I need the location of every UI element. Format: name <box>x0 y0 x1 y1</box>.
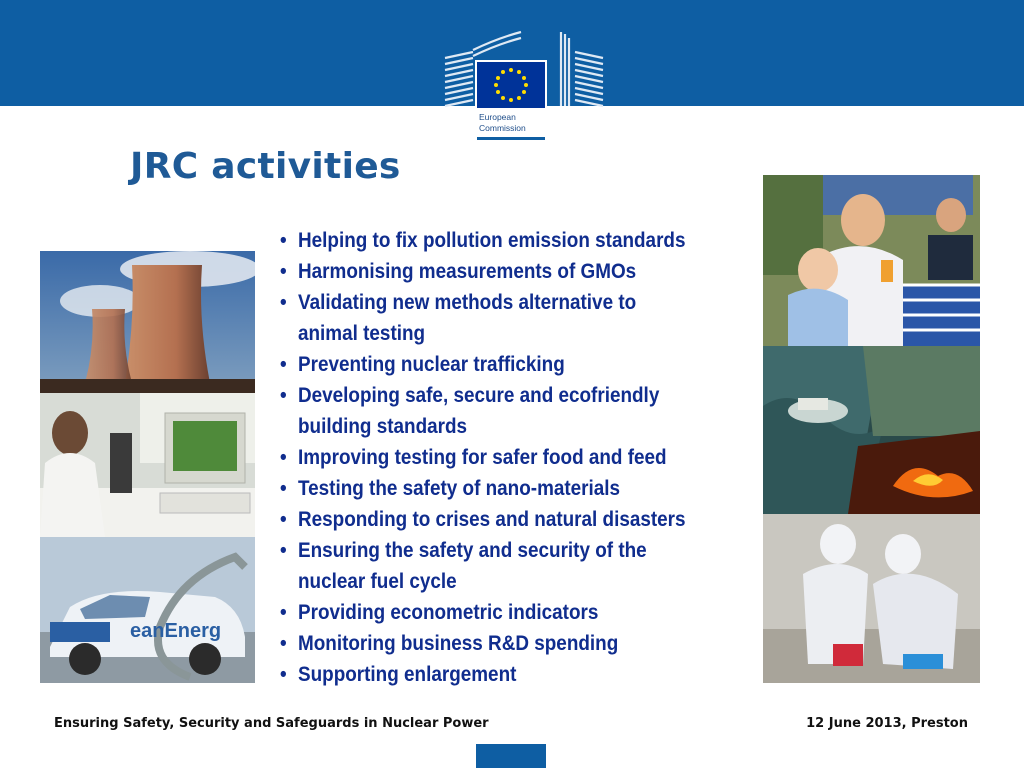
clean-energy-car-photo <box>40 537 255 683</box>
bullet-item: • Responding to crises and natural disasters <box>280 504 703 535</box>
european-commission-logo <box>443 30 605 142</box>
bullet-item: • Improving testing for safer food and feed <box>280 442 703 473</box>
bullet-item: • Testing the safety of nano-materials <box>280 473 703 504</box>
car-brand-text: eanEnerg <box>130 620 222 642</box>
bullet-item: • Helping to fix pollution emission standards <box>280 225 703 256</box>
family-meal-photo <box>763 175 980 346</box>
slide-title: JRC activities <box>130 146 401 187</box>
footer-accent-bar <box>476 744 546 768</box>
bullet-item: • Developing safe, secure and ecofriendly building standards <box>280 380 703 442</box>
activities-list <box>280 225 750 690</box>
bullet-item: • Providing econometric indicators <box>280 597 703 628</box>
protective-suits-photo <box>763 514 980 683</box>
bullet-item: • Validating new methods alternative to animal testing <box>280 287 703 349</box>
footer-date-location: 12 June 2013, Preston <box>806 716 968 731</box>
bullet-item: • Supporting enlargement <box>280 659 703 690</box>
cooling-towers-photo <box>40 251 255 393</box>
bullet-item: • Ensuring the safety and security of the nuclear fuel cycle <box>280 535 703 597</box>
disasters-photo <box>763 346 980 514</box>
logo-text-european: European <box>479 112 516 122</box>
bullet-item: • Monitoring business R&D spending <box>280 628 703 659</box>
bullet-item: • Harmonising measurements of GMOs <box>280 256 703 287</box>
bullet-item: • Preventing nuclear trafficking <box>280 349 703 380</box>
logo-text-commission: Commission <box>479 123 526 133</box>
footer-event-title: Ensuring Safety, Security and Safeguards in Nuclear Power <box>54 716 489 731</box>
lab-microscope-photo <box>40 393 255 537</box>
